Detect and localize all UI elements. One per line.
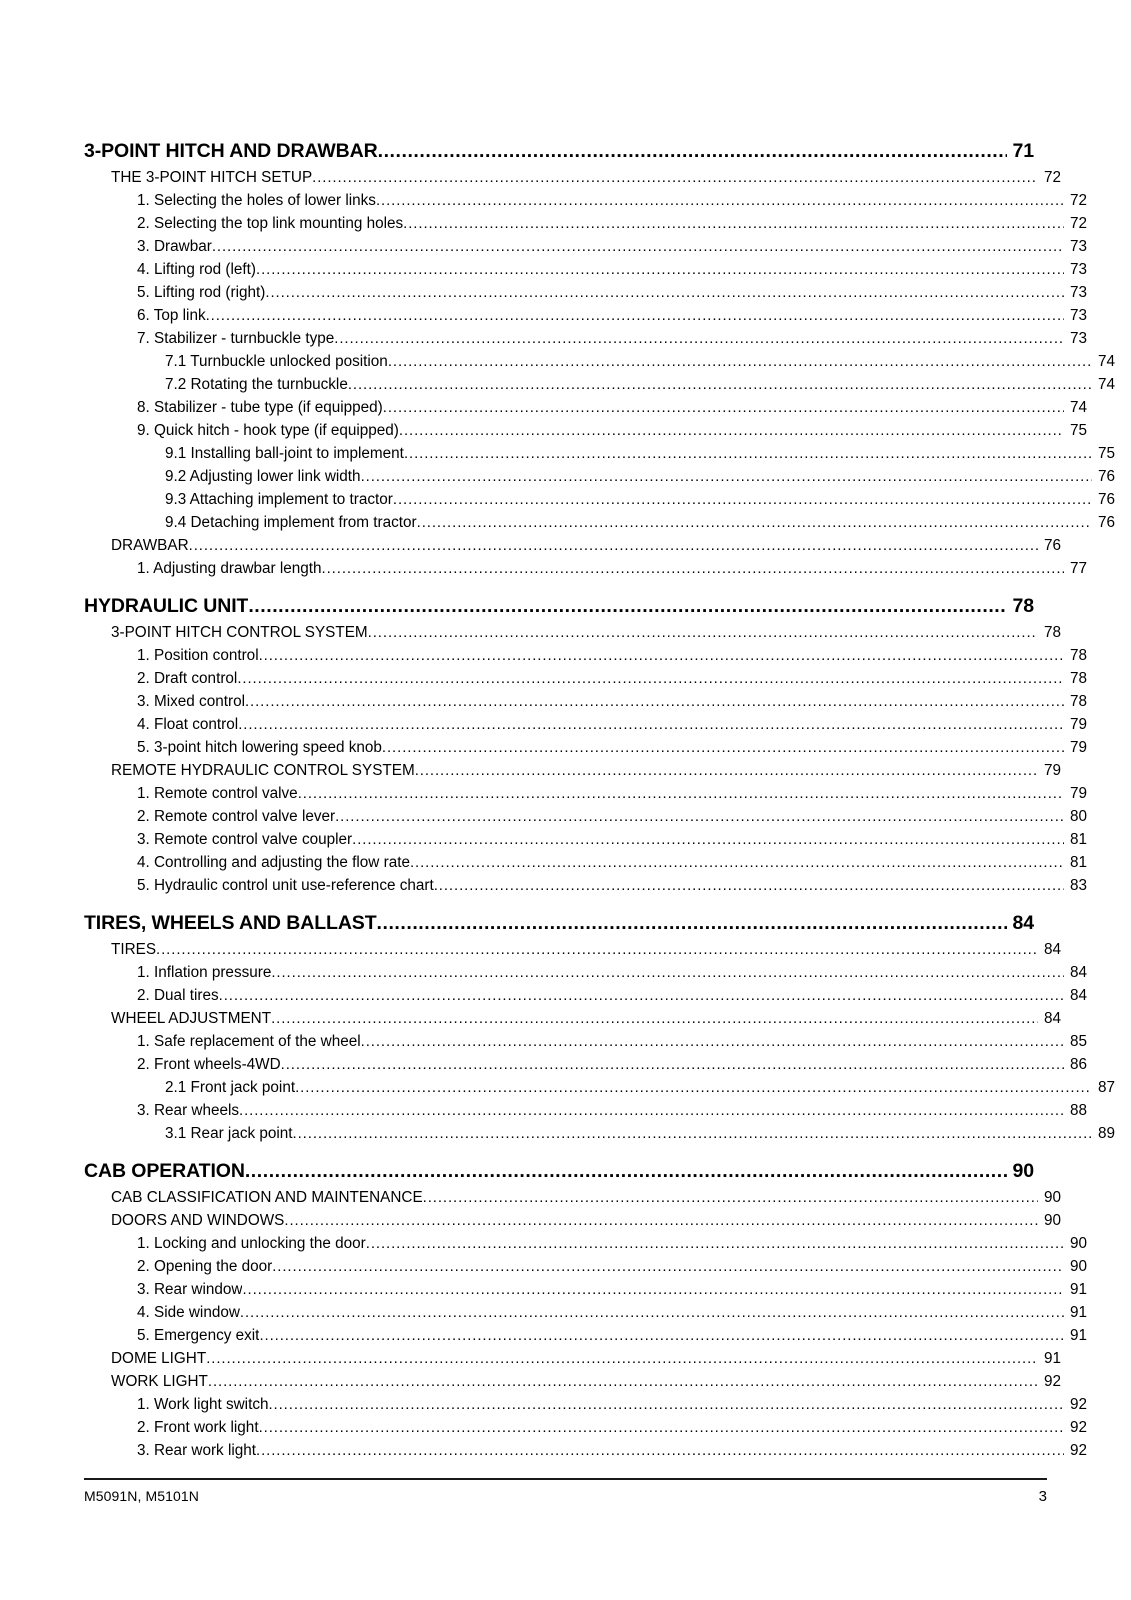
toc-entry-row[interactable] xyxy=(165,488,1115,511)
toc-entry-title: 3. Mixed control xyxy=(137,693,245,710)
toc-entry-title: WHEEL ADJUSTMENT xyxy=(111,1010,272,1027)
toc-entry-row[interactable] xyxy=(137,851,1087,874)
toc-dot-leader xyxy=(383,400,1064,415)
toc-entry-page-number: 83 xyxy=(1069,877,1087,894)
toc-entry-row[interactable] xyxy=(137,782,1087,805)
toc-entry-row[interactable] xyxy=(137,1278,1087,1301)
toc-entry-title: 7. Stabilizer - turnbuckle type xyxy=(137,330,335,347)
toc-dot-leader xyxy=(393,492,1092,507)
toc-dot-leader xyxy=(334,331,1064,346)
toc-dot-leader xyxy=(245,694,1064,709)
toc-entry-page-number: 79 xyxy=(1069,739,1087,756)
toc-dot-leader xyxy=(239,1103,1064,1118)
toc-entry-title: DOORS AND WINDOWS xyxy=(111,1212,285,1229)
toc-entry-title: 7.2 Rotating the turnbuckle xyxy=(165,376,348,393)
toc-entry-row[interactable] xyxy=(165,1076,1115,1099)
toc-entry-title: 2. Opening the door xyxy=(137,1258,273,1275)
toc-entry-title: 5. 3-point hitch lowering speed knob xyxy=(137,739,382,756)
toc-dot-leader xyxy=(240,1305,1064,1320)
toc-dot-leader xyxy=(259,1420,1064,1435)
toc-entry-page-number: 92 xyxy=(1069,1396,1087,1413)
toc-entry-title: 6. Top link xyxy=(137,307,206,324)
toc-entry-title: 4. Float control xyxy=(137,716,239,733)
toc-entry-page-number: 90 xyxy=(1043,1212,1061,1229)
footer-page-number: 3 xyxy=(1038,1488,1047,1505)
toc-entry-title: 9.3 Attaching implement to tractor xyxy=(165,491,393,508)
toc-dot-leader xyxy=(259,648,1064,663)
toc-entry-row[interactable] xyxy=(137,396,1087,419)
toc-entry-row[interactable] xyxy=(137,235,1087,258)
toc-dot-leader xyxy=(376,193,1064,208)
toc-entry-page-number: 84 xyxy=(1043,1010,1061,1027)
toc-dot-leader xyxy=(242,1282,1064,1297)
toc-entry-row[interactable] xyxy=(137,1255,1087,1278)
toc-entry-page-number: 84 xyxy=(1069,987,1087,1004)
toc-dot-leader xyxy=(206,1351,1038,1366)
toc-entry-title: THE 3-POINT HITCH SETUP xyxy=(111,169,313,186)
toc-entry-row[interactable] xyxy=(111,1347,1061,1370)
toc-entry-row[interactable] xyxy=(137,828,1087,851)
toc-entry-row[interactable] xyxy=(137,644,1087,667)
toc-entry-row[interactable] xyxy=(137,984,1087,1007)
toc-dot-leader xyxy=(312,170,1038,185)
toc-dot-leader xyxy=(377,914,1007,934)
toc-dot-leader xyxy=(382,740,1064,755)
toc-entry-row[interactable] xyxy=(111,1007,1061,1030)
toc-chapter-row[interactable] xyxy=(84,136,1034,166)
toc-entry-row[interactable] xyxy=(137,304,1087,327)
toc-entry-page-number: 91 xyxy=(1043,1350,1061,1367)
toc-entry-page-number: 92 xyxy=(1069,1419,1087,1436)
toc-entry-row[interactable] xyxy=(111,1209,1061,1232)
toc-entry-title: 9.2 Adjusting lower link width xyxy=(165,468,361,485)
toc-entry-row[interactable] xyxy=(137,874,1087,897)
toc-dot-leader xyxy=(189,538,1038,553)
toc-dot-leader xyxy=(238,717,1064,732)
toc-entry-row[interactable] xyxy=(165,373,1115,396)
toc-entry-row[interactable] xyxy=(111,166,1061,189)
toc-entry-title: 1. Safe replacement of the wheel xyxy=(137,1033,361,1050)
toc-entry-row[interactable] xyxy=(137,713,1087,736)
toc-entry-row[interactable] xyxy=(111,534,1061,557)
toc-entry-row[interactable] xyxy=(137,1393,1087,1416)
toc-entry-page-number: 87 xyxy=(1097,1079,1115,1096)
toc-entry-page-number: 76 xyxy=(1097,468,1115,485)
toc-entry-page-number: 78 xyxy=(1069,647,1087,664)
toc-dot-leader xyxy=(293,1126,1092,1141)
toc-entry-title: REMOTE HYDRAULIC CONTROL SYSTEM xyxy=(111,762,415,779)
toc-entry-page-number: 84 xyxy=(1069,964,1087,981)
toc-entry-row[interactable] xyxy=(137,281,1087,304)
toc-entry-page-number: 81 xyxy=(1069,854,1087,871)
toc-dot-leader xyxy=(404,446,1092,461)
toc-entry-row[interactable] xyxy=(165,350,1115,373)
toc-entry-row[interactable] xyxy=(137,736,1087,759)
toc-dot-leader xyxy=(295,1080,1092,1095)
toc-entry-row[interactable] xyxy=(137,1030,1087,1053)
toc-entry-title: DOME LIGHT xyxy=(111,1350,207,1367)
toc-entry-title: 1. Locking and unlocking the door xyxy=(137,1235,366,1252)
toc-dot-leader xyxy=(268,1397,1064,1412)
toc-entry-row[interactable] xyxy=(137,1324,1087,1347)
toc-entry-title: 3. Rear wheels xyxy=(137,1102,240,1119)
toc-chapter-row[interactable] xyxy=(84,1156,1034,1186)
toc-entry-title: TIRES, WHEELS AND BALLAST xyxy=(84,912,377,934)
toc-entry-page-number: 74 xyxy=(1097,353,1115,370)
footer-model-text: M5091N, M5101N xyxy=(84,1488,200,1504)
toc-entry-title: 1. Adjusting drawbar length xyxy=(137,560,322,577)
toc-entry-title: 3. Rear work light xyxy=(137,1442,257,1459)
toc-dot-leader xyxy=(415,763,1038,778)
toc-entry-page-number: 91 xyxy=(1069,1281,1087,1298)
toc-dot-leader xyxy=(212,239,1064,254)
toc-entry-title: 8. Stabilizer - tube type (if equipped) xyxy=(137,399,383,416)
toc-dot-leader xyxy=(248,597,1007,617)
toc-dot-leader xyxy=(259,1328,1064,1343)
toc-entry-title: 5. Hydraulic control unit use-reference chart xyxy=(137,877,434,894)
toc-entry-title: 9.1 Installing ball-joint to implement xyxy=(165,445,404,462)
toc-entry-row[interactable] xyxy=(137,557,1087,580)
toc-entry-title: 3. Remote control valve coupler xyxy=(137,831,353,848)
toc-entry-title: 2.1 Front jack point xyxy=(165,1079,296,1096)
toc-dot-leader xyxy=(361,1034,1064,1049)
toc-entry-page-number: 85 xyxy=(1069,1033,1087,1050)
toc-entry-title: 2. Front work light xyxy=(137,1419,259,1436)
toc-entry-page-number: 79 xyxy=(1043,762,1061,779)
toc-entry-page-number: 91 xyxy=(1069,1304,1087,1321)
toc-entry-title: 4. Side window xyxy=(137,1304,240,1321)
toc-entry-title: 3-POINT HITCH AND DRAWBAR xyxy=(84,140,378,162)
toc-entry-page-number: 89 xyxy=(1097,1125,1115,1142)
toc-entry-row[interactable] xyxy=(137,667,1087,690)
toc-entry-page-number: 76 xyxy=(1043,537,1061,554)
toc-entry-row[interactable] xyxy=(165,1122,1115,1145)
toc-entry-row[interactable] xyxy=(137,1053,1087,1076)
toc-dot-leader xyxy=(366,1236,1064,1251)
toc-chapter-row[interactable] xyxy=(84,591,1034,621)
toc-entry-title: 3. Drawbar xyxy=(137,238,212,255)
toc-entry-title: 1. Remote control valve xyxy=(137,785,298,802)
toc-entry-page-number: 90 xyxy=(1012,1160,1034,1182)
toc-entry-page-number: 92 xyxy=(1043,1373,1061,1390)
toc-dot-leader xyxy=(434,878,1064,893)
toc-dot-leader xyxy=(348,377,1092,392)
toc-entry-row[interactable] xyxy=(165,511,1115,534)
toc-dot-leader xyxy=(388,354,1092,369)
toc-entry-title: 2. Draft control xyxy=(137,670,238,687)
toc-entry-page-number: 74 xyxy=(1069,399,1087,416)
toc-entry-page-number: 88 xyxy=(1069,1102,1087,1119)
toc-entry-page-number: 73 xyxy=(1069,238,1087,255)
toc-entry-title: 3. Rear window xyxy=(137,1281,243,1298)
toc-dot-leader xyxy=(271,1011,1038,1026)
toc-dot-leader xyxy=(284,1213,1038,1228)
toc-dot-leader xyxy=(352,832,1064,847)
toc-entry-page-number: 73 xyxy=(1069,330,1087,347)
toc-entry-page-number: 79 xyxy=(1069,785,1087,802)
toc-dot-leader xyxy=(256,262,1064,277)
toc-entry-page-number: 73 xyxy=(1069,307,1087,324)
toc-entry-page-number: 71 xyxy=(1012,140,1034,162)
toc-dot-leader xyxy=(156,942,1038,957)
toc-entry-page-number: 90 xyxy=(1069,1235,1087,1252)
toc-dot-leader xyxy=(399,423,1064,438)
toc-entry-page-number: 74 xyxy=(1097,376,1115,393)
toc-dot-leader xyxy=(423,1190,1038,1205)
toc-entry-row[interactable] xyxy=(137,189,1087,212)
toc-entry-title: TIRES xyxy=(111,941,157,958)
toc-entry-page-number: 75 xyxy=(1097,445,1115,462)
toc-entry-title: 9. Quick hitch - hook type (if equipped) xyxy=(137,422,399,439)
toc-entry-page-number: 73 xyxy=(1069,284,1087,301)
toc-entry-title: 1. Position control xyxy=(137,647,259,664)
toc-entry-title: 3-POINT HITCH CONTROL SYSTEM xyxy=(111,624,368,641)
toc-entry-page-number: 90 xyxy=(1069,1258,1087,1275)
toc-entry-title: 1. Inflation pressure xyxy=(137,964,272,981)
toc-entry-page-number: 78 xyxy=(1043,624,1061,641)
toc-entry-row[interactable] xyxy=(137,1232,1087,1255)
toc-entry-page-number: 78 xyxy=(1012,595,1034,617)
toc-entry-page-number: 86 xyxy=(1069,1056,1087,1073)
toc-entry-row[interactable] xyxy=(137,805,1087,828)
toc-entry-title: 2. Selecting the top link mounting holes xyxy=(137,215,404,232)
table-of-contents xyxy=(84,136,1115,1462)
toc-dot-leader xyxy=(298,786,1064,801)
toc-dot-leader xyxy=(322,561,1064,576)
toc-entry-page-number: 75 xyxy=(1069,422,1087,439)
toc-entry-title: 4. Controlling and adjusting the flow rate xyxy=(137,854,410,871)
toc-dot-leader xyxy=(271,965,1064,980)
toc-dot-leader xyxy=(245,1162,1007,1182)
toc-entry-page-number: 92 xyxy=(1069,1442,1087,1459)
toc-dot-leader xyxy=(378,142,1007,162)
toc-entry-title: 2. Remote control valve lever xyxy=(137,808,336,825)
toc-entry-row[interactable] xyxy=(137,327,1087,350)
toc-entry-page-number: 72 xyxy=(1043,169,1061,186)
toc-entry-row[interactable] xyxy=(111,1186,1061,1209)
toc-entry-page-number: 81 xyxy=(1069,831,1087,848)
toc-entry-title: 7.1 Turnbuckle unlocked position xyxy=(165,353,388,370)
toc-entry-page-number: 76 xyxy=(1097,514,1115,531)
toc-entry-row[interactable] xyxy=(137,690,1087,713)
toc-entry-page-number: 78 xyxy=(1069,693,1087,710)
toc-entry-title: 1. Selecting the holes of lower links xyxy=(137,192,376,209)
toc-entry-page-number: 90 xyxy=(1043,1189,1061,1206)
toc-dot-leader xyxy=(206,308,1064,323)
toc-entry-row[interactable] xyxy=(137,1099,1087,1122)
footer-divider xyxy=(84,1478,1047,1480)
toc-entry-page-number: 79 xyxy=(1069,716,1087,733)
toc-dot-leader xyxy=(410,855,1064,870)
toc-entry-title: 1. Work light switch xyxy=(137,1396,269,1413)
toc-dot-leader xyxy=(265,285,1064,300)
toc-entry-title: DRAWBAR xyxy=(111,537,189,554)
toc-dot-leader xyxy=(256,1443,1064,1458)
toc-entry-title: 9.4 Detaching implement from tractor xyxy=(165,514,417,531)
toc-entry-row[interactable] xyxy=(165,442,1115,465)
toc-entry-page-number: 72 xyxy=(1069,192,1087,209)
toc-dot-leader xyxy=(403,216,1064,231)
toc-entry-row[interactable] xyxy=(137,961,1087,984)
toc-entry-row[interactable] xyxy=(137,258,1087,281)
toc-entry-page-number: 73 xyxy=(1069,261,1087,278)
toc-entry-title: HYDRAULIC UNIT xyxy=(84,595,249,617)
toc-entry-page-number: 91 xyxy=(1069,1327,1087,1344)
toc-entry-title: 5. Lifting rod (right) xyxy=(137,284,266,301)
toc-entry-page-number: 84 xyxy=(1043,941,1061,958)
toc-entry-page-number: 78 xyxy=(1069,670,1087,687)
toc-entry-row[interactable] xyxy=(137,212,1087,235)
toc-entry-row[interactable] xyxy=(111,938,1061,961)
toc-entry-title: 3.1 Rear jack point xyxy=(165,1125,293,1142)
toc-dot-leader xyxy=(417,515,1092,530)
toc-dot-leader xyxy=(361,469,1092,484)
toc-entry-title: WORK LIGHT xyxy=(111,1373,208,1390)
toc-entry-row[interactable] xyxy=(111,1370,1061,1393)
toc-entry-page-number: 72 xyxy=(1069,215,1087,232)
toc-entry-title: CAB OPERATION xyxy=(84,1160,245,1182)
toc-entry-row[interactable] xyxy=(165,465,1115,488)
toc-entry-row[interactable] xyxy=(137,419,1087,442)
toc-entry-title: 5. Emergency exit xyxy=(137,1327,260,1344)
toc-dot-leader xyxy=(237,671,1064,686)
toc-entry-title: 4. Lifting rod (left) xyxy=(137,261,257,278)
toc-dot-leader xyxy=(219,988,1064,1003)
toc-dot-leader xyxy=(208,1374,1038,1389)
page-footer xyxy=(84,1488,1047,1505)
toc-entry-title: CAB CLASSIFICATION AND MAINTENANCE xyxy=(111,1189,423,1206)
toc-entry-page-number: 77 xyxy=(1069,560,1087,577)
toc-entry-title: 2. Front wheels-4WD xyxy=(137,1056,281,1073)
toc-entry-row[interactable] xyxy=(111,621,1061,644)
toc-entry-title: 2. Dual tires xyxy=(137,987,219,1004)
toc-dot-leader xyxy=(272,1259,1064,1274)
toc-entry-row[interactable] xyxy=(137,1416,1087,1439)
toc-dot-leader xyxy=(281,1057,1064,1072)
toc-entry-page-number: 84 xyxy=(1012,912,1034,934)
toc-entry-page-number: 80 xyxy=(1069,808,1087,825)
toc-entry-page-number: 76 xyxy=(1097,491,1115,508)
toc-dot-leader xyxy=(368,625,1038,640)
toc-dot-leader xyxy=(335,809,1064,824)
toc-entry-row[interactable] xyxy=(137,1301,1087,1324)
toc-chapter-row[interactable] xyxy=(84,908,1034,938)
toc-entry-row[interactable] xyxy=(111,759,1061,782)
toc-entry-row[interactable] xyxy=(137,1439,1087,1462)
